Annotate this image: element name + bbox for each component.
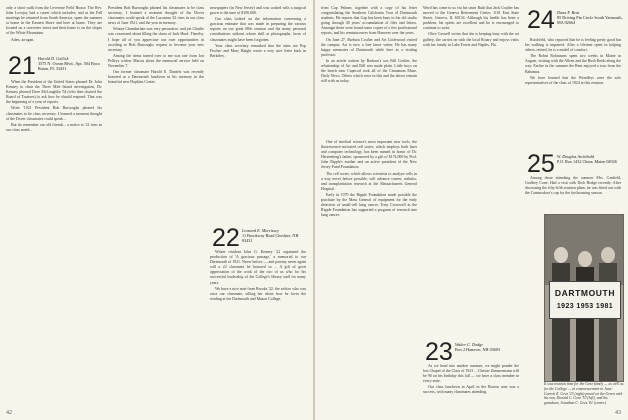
paragraph: Our former classmate Harold E. Daniels was recently honored at a Dartmouth luncheon in his memory in the beautiful new Hopkins Center. [108, 70, 204, 85]
left-page [0, 0, 313, 420]
class-secretary-entry [242, 228, 308, 244]
dartmouth-banner [549, 281, 621, 319]
paragraph: Aden, arrogan. [11, 37, 35, 42]
left-col-1-cont [6, 80, 102, 134]
paragraph: The Robin Robinsons spent two weeks in Maine in August, visiting with the Allens and the Bush Reids along the way. Earlier in the summer the Bent enjoyed a tour from the Bahamas. [525, 54, 621, 74]
reunion-photo [544, 214, 624, 382]
paragraph: As we head into another summer, we might ponder the lost Chapel of the Class of 1923 ... Chester Zimmermann will be 90 on his birthday this fall — we have a class member in every state. [423, 364, 519, 384]
right-page [315, 0, 628, 420]
secretary-address: 3575 N. Ocean Blvd., Apt. 504 Boca Raton, FL 33431 [38, 61, 100, 72]
secretary-name: Dana F. Bent [557, 10, 580, 15]
secretary-address: 11 Brookway Road Cheshire, NH 03431 [242, 233, 299, 244]
class-year-number: 22 [212, 224, 240, 252]
paragraph: In an article written by Barbara's son Bill Coulter, the relationship of Art and Bill was made plain. Little boys on the beach near Capecod took all of the Cinnamon Maze, Daily News. Others which were in this and the above remain still with us today. [321, 58, 417, 84]
paragraph: One of medical science's most important new tools, the fluorescence-activated cell sorter, which employs both laser and computer technology, has been named in honor of Dr. Herzenberg's father, sponsored by a gift of $174,000 by Prof. John Ripple's mother and an active president of the New Jersey Fund Foundation. [321, 140, 417, 170]
secretary-name: Leonard E. Morrissey [242, 228, 279, 233]
paragraph: Our class looked on the information concerning a gracious estimate that was made in preparing the various reports on our great 60th reunion and the many personal contributions without whose skill at photographs, faces of classmates might have been forgotten. [210, 17, 306, 42]
class-year-number: 25 [527, 150, 555, 178]
paragraph: Rotchfeld, who reported that he is feeling pretty good but his walking is impaired. After a lifetime spent in helping others, retired, he is a model of comfort. [525, 38, 621, 53]
paragraph: Winter resident John G. Kenney '22 organized the production of 'A gracious passage,' a memorial to our Dartmouth of 1921. Never before — and parenty never again will a 22 classmate be honored so ... A gift of great appreciation of the work of the two of us who for his successful leadership of the College's library staff for many years. [210, 250, 306, 285]
class-secretary-entry [557, 10, 623, 26]
banner-line-2: 1923 1953 1981 [556, 303, 614, 310]
class-year-number: 23 [425, 338, 453, 366]
right-col-3-cont [525, 176, 621, 197]
class-year-number: 24 [527, 6, 555, 34]
right-col-1 [321, 6, 417, 85]
paragraph: The cell sorter, which allows scientists to analyze cells in a way never before possible, will advance cancer, arthritis, and transplantation research at the Massachusetts General Hospital. [321, 171, 417, 191]
paragraph: Winnie Chamberlain was very persuasive, and yet Charlie was concerned about filling the shoes of Jack Hurd. Thereby, I hope all of you appreciate our own opportunities in acceding to Bob Burroughs request to become your new secretary. [108, 27, 204, 52]
page-number: 43 [615, 410, 621, 416]
paragraph: Olive Caswell writes that she is keeping busy with the art gallery, she carries on with the local Rotary and enjoys visits with her family in Lake Forest and Naples, Fla. [423, 32, 519, 47]
paragraph: President Bob Burroughs phoned his classmates to be class secretary. I learned a moment thought of the Dover classmates could speak of the Lucanian '22 rises in our class news of June 1921, and the year in memory. [108, 6, 204, 26]
paragraph: only a short walk from the Leverone Field House. The Rev. John Lovejoy had a career which includes, and at the Fall meetings he returned from South America, spent the summer at home in the Eastern Shore and here at home. They are located on a converter street and their home is on the slopes of the White Mountains. [6, 6, 102, 36]
paragraph: Write '1921 President Bob Burroughs phoned his classmates to be class secretary. I learned a moment thought of the Dover classmates could speak... [6, 106, 102, 121]
secretary-address: Box 2 Hanover, NH 03603 [455, 347, 501, 353]
right-col-2-cont [423, 364, 519, 397]
secretary-address: 85 Driving Pin Circle South Yarmouth, MA 02664 [557, 15, 623, 26]
paragraph: We have a nice note from Brooks '22, the widow who was once our classmate, telling her about how he loves the reading at the Dartmouth and Mason College. [210, 286, 306, 301]
class-secretary-entry [38, 56, 100, 72]
left-col-3 [210, 6, 306, 60]
paragraph: Among those attending the summer Mrs. Canfield, Godfrey Cone. Had a visit with Dick Hodge recently. After discussing the fifty-fifth reunion plans, he was fitted out with the Commodore's cap for the forthcoming season. [525, 176, 621, 196]
secretary-name: W. Douglas Archibald [557, 154, 594, 159]
paragraph: On June 27, Barbara Coulter and Art Littlewood visited the campus. Art is now a free lance writer. He has many happy memories of Dartmouth while here as a visiting professor. [321, 37, 417, 57]
paragraph: When the President of the United States phoned Dr. John Kenney to chair the Three Mile Island investigation, Dr. Kenney phoned Dave McLaughlin '54 (who then chaired the Board of Trustees) to ask how he should respond. That was the beginning of a year of reports. [6, 80, 102, 105]
paragraph: newspapers (in New Jersey) and was socked with a surgical gown to the tune of $100,000. [210, 6, 306, 16]
paragraph: We have learned that the Wendleys were the sole representatives of the class of 1924 at this reunion. [525, 75, 621, 85]
left-col-2 [108, 6, 204, 86]
class-secretary-entry [455, 342, 519, 352]
right-col-2 [423, 6, 519, 49]
paragraph: Among the items turned over to me was one from Jon Pelleys widow Marcia about the memorial service held on November 7. [108, 53, 204, 69]
secretary-address: P.O. Box 1432 China, Maine 04926 [557, 159, 617, 165]
paragraph: But do remember our old friends... a notice to '21 rises in our class noted... [6, 122, 102, 132]
secretary-name: Harold D. Gollick [38, 56, 69, 61]
left-col-3-cont [210, 250, 306, 303]
paragraph: Early in 1979 the Ripple Foundation made possible the purchase by the Mass General of equipment for the early detection of small-cell lung cancer. Tony Crosswell in the Ripple Foundation has supported a program of research into lung cancer. [321, 192, 417, 218]
secretary-name: Walter C. Dodge [455, 342, 484, 347]
right-col-3 [525, 38, 621, 87]
page-number: 42 [6, 410, 12, 416]
left-col-1 [6, 6, 102, 44]
class-secretary-entry [557, 154, 623, 164]
class-year-number: 21 [8, 52, 36, 80]
paragraph: Our class luncheon in April in the Boston area was a success, with many classmates attending. [423, 385, 519, 395]
right-col-1-cont [321, 140, 417, 219]
paragraph: from Cap Palmer, together with a copy of his letter congratulating the Southern California Tour of Dartmouth students. He reports that Cap has been busy in his old studio going through 40 years' accumulation of files and letters. Amongst these were found some copies of a few professional reports, and his reminiscences from Hanover over the years. [321, 6, 417, 36]
paragraph: Word has come to us via his sister Ruth that Jack Coulter has moved to the Geneva Retirement Center, 1101 East State Street, Geneva, IL 60134. Although his health has been a problem, his spirits are excellent and he is encouraged to continue to write. [423, 6, 519, 31]
photo-caption: It was reunion time for the Geez family — as well as for the College — at commencement in June: Garrett E. Geez '23 (right) posed on the Green with his son, Donald C. Geez '53 (left), and his grandson, Jonathan C. Geez '81 (center). [544, 382, 624, 406]
paragraph: Your class secretary remarked that the rains are Pop Fischer and Mary Haight wrote a very nice letter back in Berkeley. [210, 43, 306, 58]
banner-line-1: DARTMOUTH [554, 288, 616, 298]
